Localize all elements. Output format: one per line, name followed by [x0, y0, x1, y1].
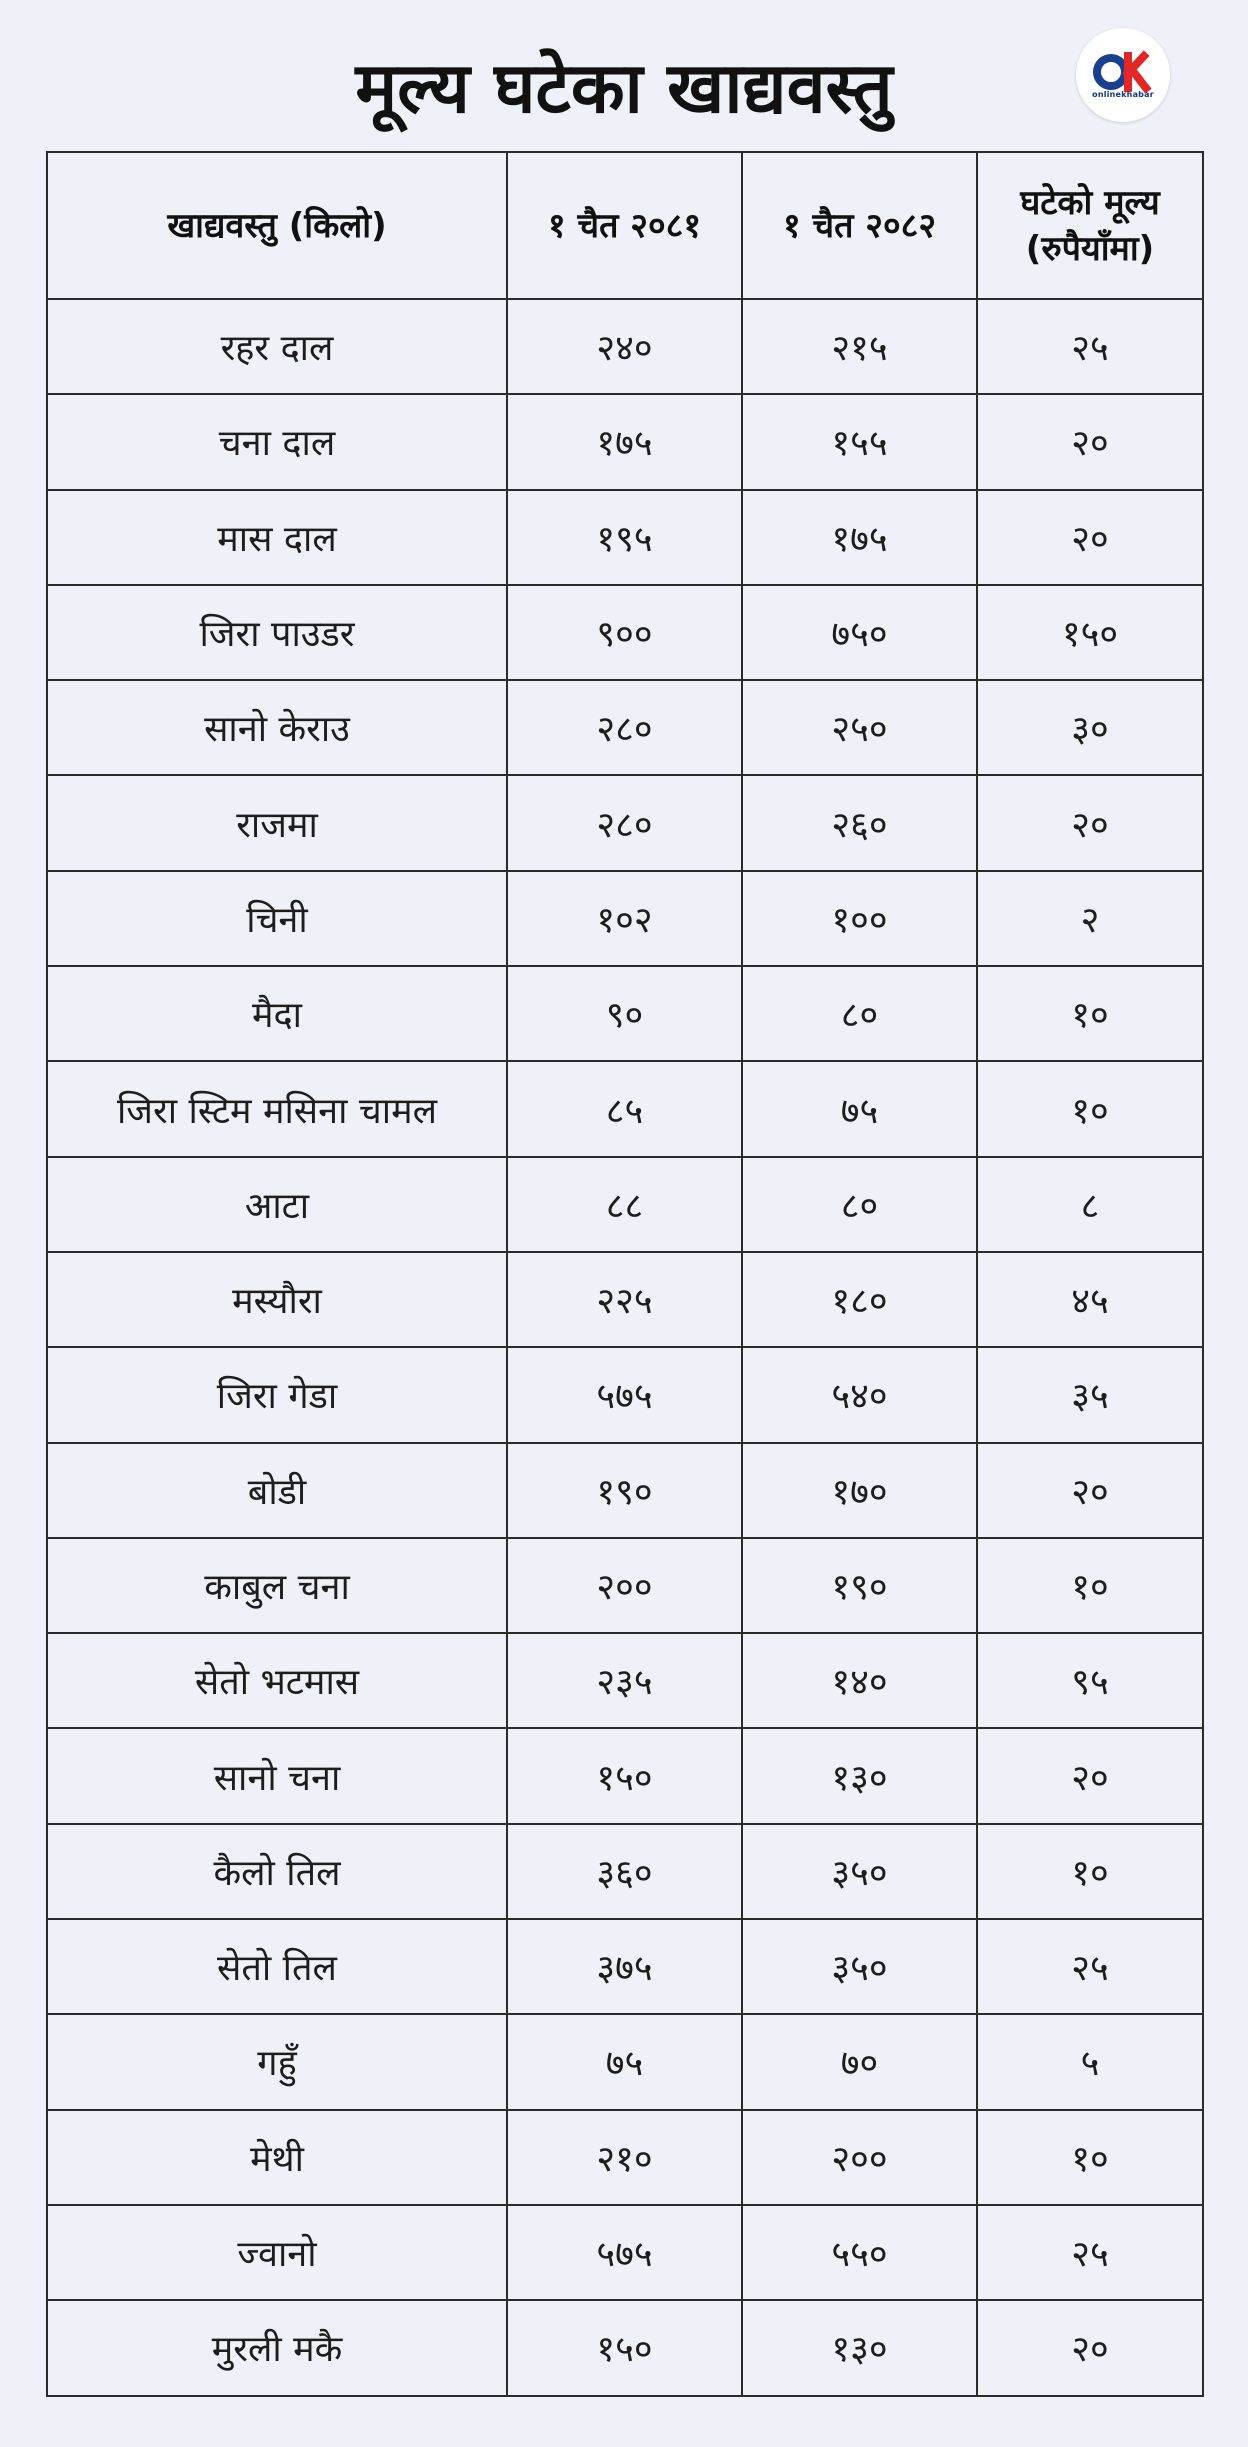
cell-price-2082: १८० [742, 1252, 977, 1347]
cell-item: चना दाल [47, 394, 507, 489]
cell-price-2081: ३६० [507, 1824, 742, 1919]
table-row [47, 966, 1203, 1061]
cell-price-2082: १३० [742, 1728, 977, 1823]
table-row [47, 299, 1203, 394]
cell-price-2082: २१५ [742, 299, 977, 394]
cell-price-2081: ८८ [507, 1157, 742, 1252]
cell-item: सेतो भटमास [47, 1633, 507, 1728]
cell-price-2081: ५७५ [507, 2205, 742, 2300]
cell-decrease: १० [977, 1824, 1203, 1919]
table-row [47, 871, 1203, 966]
cell-decrease: १० [977, 2110, 1203, 2205]
cell-item: जिरा स्टिम मसिना चामल [47, 1061, 507, 1156]
cell-decrease: १० [977, 966, 1203, 1061]
cell-decrease: २० [977, 394, 1203, 489]
header-price-2082: १ चैत २०८२ [742, 152, 977, 299]
cell-decrease: २५ [977, 1919, 1203, 2014]
cell-item: ज्वानो [47, 2205, 507, 2300]
table-row [47, 394, 1203, 489]
cell-item: मैदा [47, 966, 507, 1061]
cell-price-2082: ७५ [742, 1061, 977, 1156]
cell-decrease: ३० [977, 680, 1203, 775]
cell-item: बोडी [47, 1443, 507, 1538]
table-row [47, 2110, 1203, 2205]
cell-item: मेथी [47, 2110, 507, 2205]
table-row [47, 1157, 1203, 1252]
cell-price-2082: ५४० [742, 1347, 977, 1442]
cell-price-2082: १३० [742, 2300, 977, 2395]
table-row [47, 490, 1203, 585]
cell-item: जिरा पाउडर [47, 585, 507, 680]
cell-item: सानो चना [47, 1728, 507, 1823]
cell-decrease: २५ [977, 2205, 1203, 2300]
cell-item: रहर दाल [47, 299, 507, 394]
cell-price-2081: १९५ [507, 490, 742, 585]
cell-item: गहुँ [47, 2014, 507, 2109]
cell-decrease: ३५ [977, 1347, 1203, 1442]
table-row [47, 1061, 1203, 1156]
cell-item: राजमा [47, 775, 507, 870]
cell-price-2082: २०० [742, 2110, 977, 2205]
cell-price-2081: २०० [507, 1538, 742, 1633]
cell-price-2081: ९०० [507, 585, 742, 680]
cell-price-2081: २८० [507, 775, 742, 870]
cell-decrease: २० [977, 775, 1203, 870]
cell-decrease: २५ [977, 299, 1203, 394]
cell-price-2081: १७५ [507, 394, 742, 489]
table-row [47, 1347, 1203, 1442]
table-row [47, 2300, 1203, 2395]
cell-price-2081: १५० [507, 2300, 742, 2395]
header-decrease-line2: (रुपैयाँमा) [1025, 228, 1155, 269]
cell-item: मस्यौरा [47, 1252, 507, 1347]
cell-decrease: ४५ [977, 1252, 1203, 1347]
cell-price-2082: ३५० [742, 1919, 977, 2014]
cell-decrease: ८ [977, 1157, 1203, 1252]
table-row [47, 1443, 1203, 1538]
page-title: मूल्य घटेका खाद्यवस्तु [355, 47, 893, 129]
cell-decrease: २० [977, 1728, 1203, 1823]
table-row [47, 1252, 1203, 1347]
cell-item: मुरली मकै [47, 2300, 507, 2395]
table-row [47, 585, 1203, 680]
cell-decrease: २ [977, 871, 1203, 966]
cell-price-2082: १०० [742, 871, 977, 966]
cell-price-2082: ७५० [742, 585, 977, 680]
cell-price-2081: २४० [507, 299, 742, 394]
table-row [47, 1633, 1203, 1728]
price-table [46, 151, 1204, 2397]
header-price-2081: १ चैत २०८१ [507, 152, 742, 299]
cell-price-2081: ५७५ [507, 1347, 742, 1442]
cell-item: कैलो तिल [47, 1824, 507, 1919]
header-item: खाद्यवस्तु (किलो) [47, 152, 507, 299]
cell-price-2082: ७० [742, 2014, 977, 2109]
logo-text: onlinekhabar [1092, 90, 1154, 99]
cell-item: चिनी [47, 871, 507, 966]
cell-price-2082: ८० [742, 1157, 977, 1252]
table-row [47, 1728, 1203, 1823]
header-decrease [977, 152, 1203, 299]
cell-decrease: १० [977, 1061, 1203, 1156]
cell-price-2081: ३७५ [507, 1919, 742, 2014]
table-row [47, 1824, 1203, 1919]
cell-item: सेतो तिल [47, 1919, 507, 2014]
header-decrease-line1: घटेको मूल्य [1020, 182, 1160, 223]
cell-price-2081: १५० [507, 1728, 742, 1823]
table-header-row [47, 152, 1203, 299]
cell-item: काबुल चना [47, 1538, 507, 1633]
cell-price-2082: ८० [742, 966, 977, 1061]
cell-decrease: १५० [977, 585, 1203, 680]
cell-price-2082: ५५० [742, 2205, 977, 2300]
cell-price-2081: ९० [507, 966, 742, 1061]
table-row [47, 775, 1203, 870]
cell-item: आटा [47, 1157, 507, 1252]
ok-logo-icon [1076, 28, 1170, 122]
cell-decrease: ५ [977, 2014, 1203, 2109]
cell-price-2081: २८० [507, 680, 742, 775]
cell-item: सानो केराउ [47, 680, 507, 775]
cell-price-2082: २५० [742, 680, 977, 775]
cell-decrease: १० [977, 1538, 1203, 1633]
cell-price-2081: २२५ [507, 1252, 742, 1347]
cell-price-2081: ७५ [507, 2014, 742, 2109]
cell-price-2081: २३५ [507, 1633, 742, 1728]
cell-decrease: २० [977, 1443, 1203, 1538]
cell-item: मास दाल [47, 490, 507, 585]
cell-price-2081: ८५ [507, 1061, 742, 1156]
cell-price-2082: १५५ [742, 394, 977, 489]
cell-price-2082: १७५ [742, 490, 977, 585]
cell-price-2082: १४० [742, 1633, 977, 1728]
cell-price-2082: ३५० [742, 1824, 977, 1919]
cell-price-2081: १०२ [507, 871, 742, 966]
cell-item: जिरा गेडा [47, 1347, 507, 1442]
cell-decrease: २० [977, 2300, 1203, 2395]
table-row [47, 1538, 1203, 1633]
cell-decrease: २० [977, 490, 1203, 585]
cell-price-2081: २१० [507, 2110, 742, 2205]
onlinekhabar-logo[interactable] [1076, 28, 1170, 122]
table-row [47, 2014, 1203, 2109]
cell-price-2082: १९० [742, 1538, 977, 1633]
cell-decrease: ९५ [977, 1633, 1203, 1728]
cell-price-2081: १९० [507, 1443, 742, 1538]
table-row [47, 2205, 1203, 2300]
cell-price-2082: २६० [742, 775, 977, 870]
cell-price-2082: १७० [742, 1443, 977, 1538]
table-row [47, 680, 1203, 775]
table-row [47, 1919, 1203, 2014]
